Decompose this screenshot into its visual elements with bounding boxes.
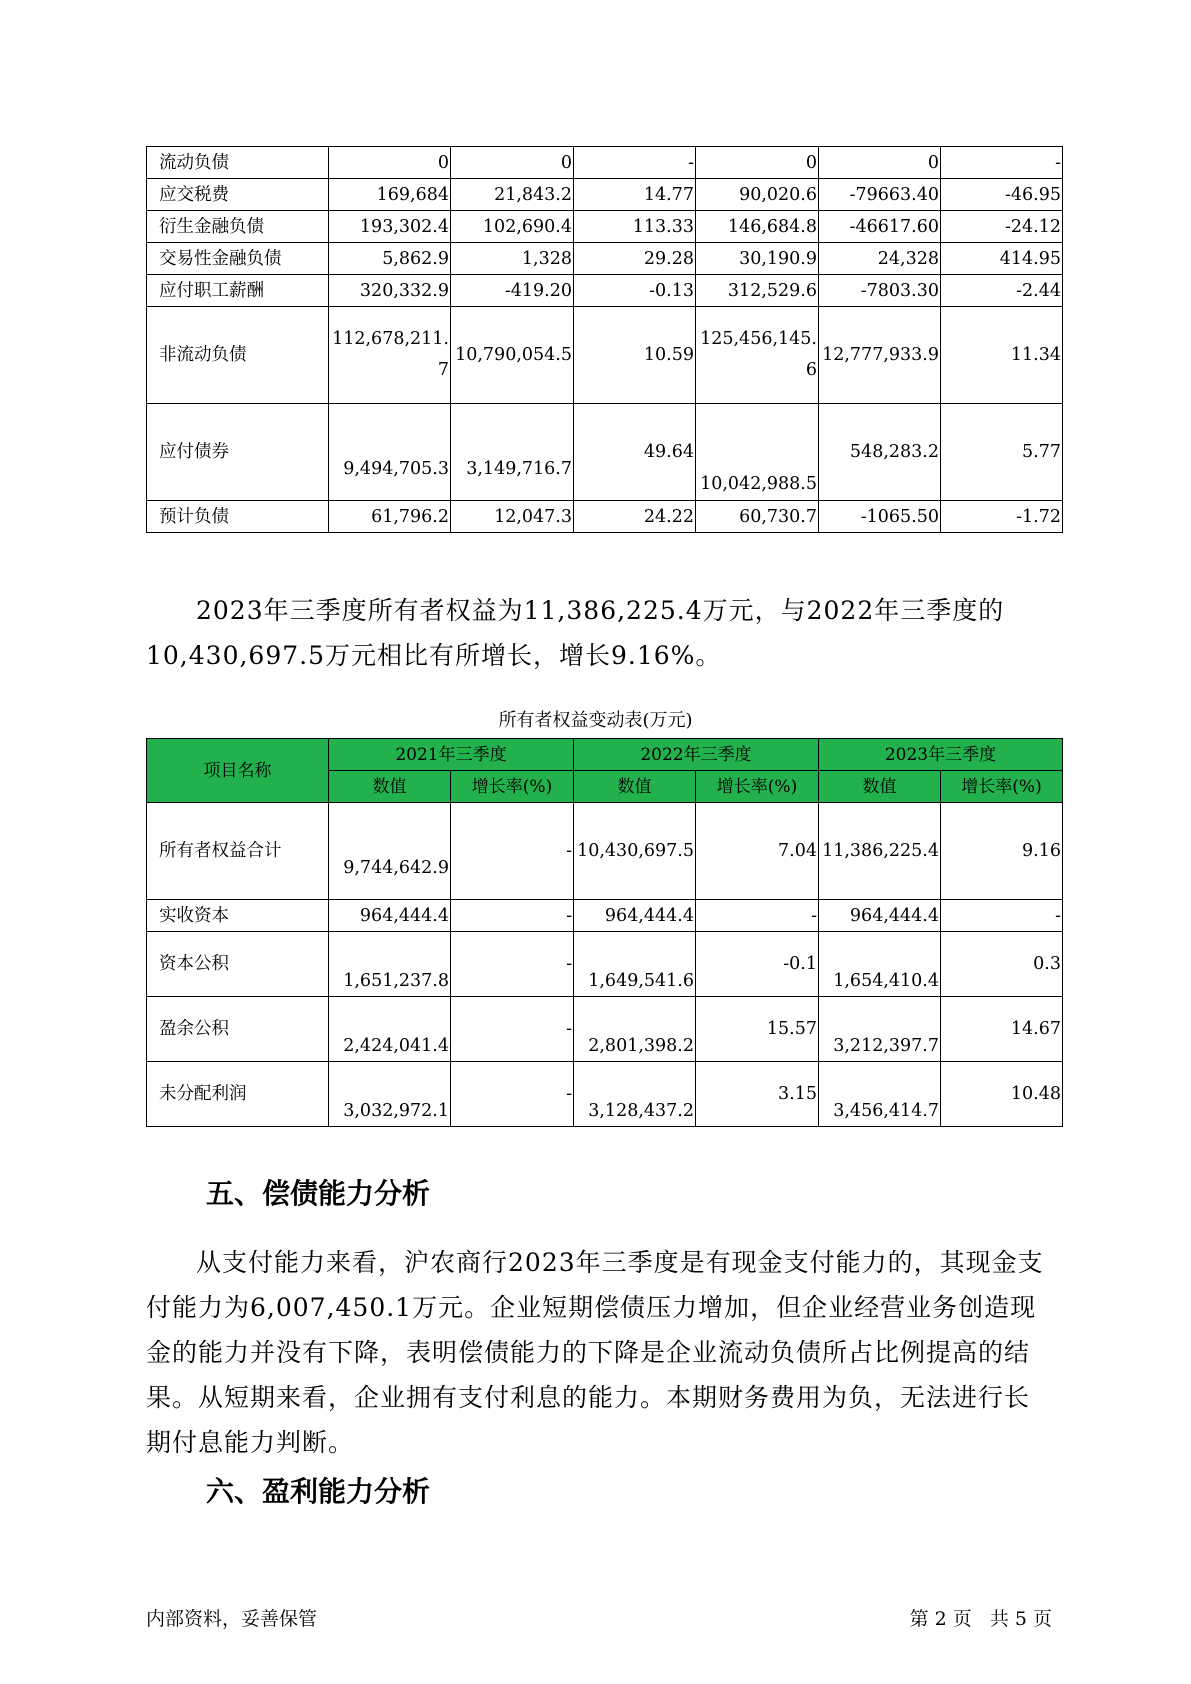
table-cell: 414.95 [941,243,1063,275]
row-label: 应交税费 [147,179,329,211]
table-cell: - [574,147,696,179]
table-cell: 0 [329,147,451,179]
table-cell: 24.22 [574,501,696,533]
rate-header: 增长率(%) [451,771,574,803]
row-label: 流动负债 [147,147,329,179]
section-paragraph: 从支付能力来看，沪农商行2023年三季度是有现金支付能力的，其现金支付能力为6,007,450.1万元。企业短期偿债压力增加，但企业经营业务创造现金的能力并没有下降，表明偿债能力的下降是企业流动负债所占比例提高的结果。从短期来看，企业拥有支付利息的能力。本期财务费用为负，无法进行长期付息能力判断。 [146,1248,1044,1457]
table-cell: 5,862.9 [329,243,451,275]
table-cell: 9,494,705.3 [329,404,451,501]
row-label: 实收资本 [147,900,329,932]
table-cell: 964,444.4 [329,900,451,932]
table-cell: -46.95 [941,179,1063,211]
row-label: 所有者权益合计 [147,803,329,900]
table-row [147,275,1063,307]
table-row [147,211,1063,243]
table-row [147,803,1063,900]
table-cell: 61,796.2 [329,501,451,533]
table-cell: 49.64 [574,404,696,501]
table-cell: - [451,997,574,1062]
table-cell: 0 [819,147,941,179]
table-cell: 60,730.7 [696,501,819,533]
table-cell: 3,212,397.7 [819,997,941,1062]
table-cell: 0 [696,147,819,179]
table-cell: 10.48 [941,1062,1063,1127]
rate-header: 增长率(%) [941,771,1063,803]
table-cell: 2,801,398.2 [574,997,696,1062]
table-cell: 14.77 [574,179,696,211]
table-row [147,243,1063,275]
table-cell: 10,430,697.5 [574,803,696,900]
table-cell: 0.3 [941,932,1063,997]
table-cell: 1,654,410.4 [819,932,941,997]
table-cell: -1.72 [941,501,1063,533]
table-cell: 14.67 [941,997,1063,1062]
table-cell: 9,744,642.9 [329,803,451,900]
table-cell: 113.33 [574,211,696,243]
table-cell: 964,444.4 [819,900,941,932]
table-cell: 320,332.9 [329,275,451,307]
table-cell: 548,283.2 [819,404,941,501]
table-cell: 5.77 [941,404,1063,501]
table-row [147,404,1063,501]
year-header: 2021年三季度 [329,739,574,771]
table-row [147,997,1063,1062]
value-header: 数值 [574,771,696,803]
table-cell: 12,047.3 [451,501,574,533]
table-cell: 312,529.6 [696,275,819,307]
table-cell: 964,444.4 [574,900,696,932]
table-cell: 169,684 [329,179,451,211]
table-row [147,147,1063,179]
table-cell: 10,790,054.5 [451,307,574,404]
table-cell: 102,690.4 [451,211,574,243]
table-cell: - [696,900,819,932]
table-cell: 9.16 [941,803,1063,900]
table-cell: -7803.30 [819,275,941,307]
header-row [147,739,1063,771]
liabilities-table [146,146,1063,533]
table-cell: 2,424,041.4 [329,997,451,1062]
equity-paragraph: 2023年三季度所有者权益为11,386,225.4万元，与2022年三季度的10,430,697.5万元相比有所增长，增长9.16%。 [146,596,1005,670]
table-cell: - [451,932,574,997]
table-cell: 146,684.8 [696,211,819,243]
table-cell: -0.1 [696,932,819,997]
table-cell: 1,651,237.8 [329,932,451,997]
section-heading: 六、盈利能力分析 [206,1475,431,1508]
equity-table [146,738,1063,1127]
footer-confidential-note: 内部资料，妥善保管 [146,1608,318,1630]
row-label: 非流动负债 [147,307,329,404]
table-cell: 11.34 [941,307,1063,404]
table-cell: 193,302.4 [329,211,451,243]
rate-header: 增长率(%) [696,771,819,803]
table-cell: 7.04 [696,803,819,900]
table-cell: 30,190.9 [696,243,819,275]
table-cell: 1,649,541.6 [574,932,696,997]
table-cell: -2.44 [941,275,1063,307]
table-cell: 10.59 [574,307,696,404]
table-cell: 15.57 [696,997,819,1062]
table-row [147,1062,1063,1127]
table-cell: 3,032,972.1 [329,1062,451,1127]
table-cell: 3,456,414.7 [819,1062,941,1127]
table-row [147,179,1063,211]
year-header: 2022年三季度 [574,739,819,771]
table-cell: 24,328 [819,243,941,275]
row-label: 交易性金融负债 [147,243,329,275]
table-cell: -79663.40 [819,179,941,211]
table-cell: - [451,1062,574,1127]
table-cell: 0 [451,147,574,179]
row-label: 未分配利润 [147,1062,329,1127]
footer-page-number: 第 2 页 共 5 页 [909,1608,1052,1630]
row-label: 盈余公积 [147,997,329,1062]
item-name-header: 项目名称 [147,739,329,803]
section-heading: 五、偿债能力分析 [206,1177,431,1210]
table-caption: 所有者权益变动表(万元) [498,710,693,731]
table-cell: 1,328 [451,243,574,275]
table-cell: 3,128,437.2 [574,1062,696,1127]
table-cell: -1065.50 [819,501,941,533]
table-cell: 3.15 [696,1062,819,1127]
value-header: 数值 [329,771,451,803]
table-cell: - [451,900,574,932]
table-row [147,307,1063,404]
table-cell: 11,386,225.4 [819,803,941,900]
table-cell: 112,678,211.7 [329,307,451,404]
table-cell: 21,843.2 [451,179,574,211]
table-cell: - [941,147,1063,179]
year-header: 2023年三季度 [819,739,1063,771]
table-row [147,932,1063,997]
row-label: 预计负债 [147,501,329,533]
table-cell: - [451,803,574,900]
table-cell: 125,456,145.6 [696,307,819,404]
row-label: 资本公积 [147,932,329,997]
table-row [147,900,1063,932]
table-cell: 10,042,988.5 [696,404,819,501]
table-cell: 12,777,933.9 [819,307,941,404]
row-label: 衍生金融负债 [147,211,329,243]
value-header: 数值 [819,771,941,803]
table-cell: 90,020.6 [696,179,819,211]
row-label: 应付债券 [147,404,329,501]
table-cell: -0.13 [574,275,696,307]
table-cell: -419.20 [451,275,574,307]
table-cell: 29.28 [574,243,696,275]
table-cell: -24.12 [941,211,1063,243]
table-cell: - [941,900,1063,932]
table-cell: 3,149,716.7 [451,404,574,501]
table-cell: -46617.60 [819,211,941,243]
table-row [147,501,1063,533]
row-label: 应付职工薪酬 [147,275,329,307]
